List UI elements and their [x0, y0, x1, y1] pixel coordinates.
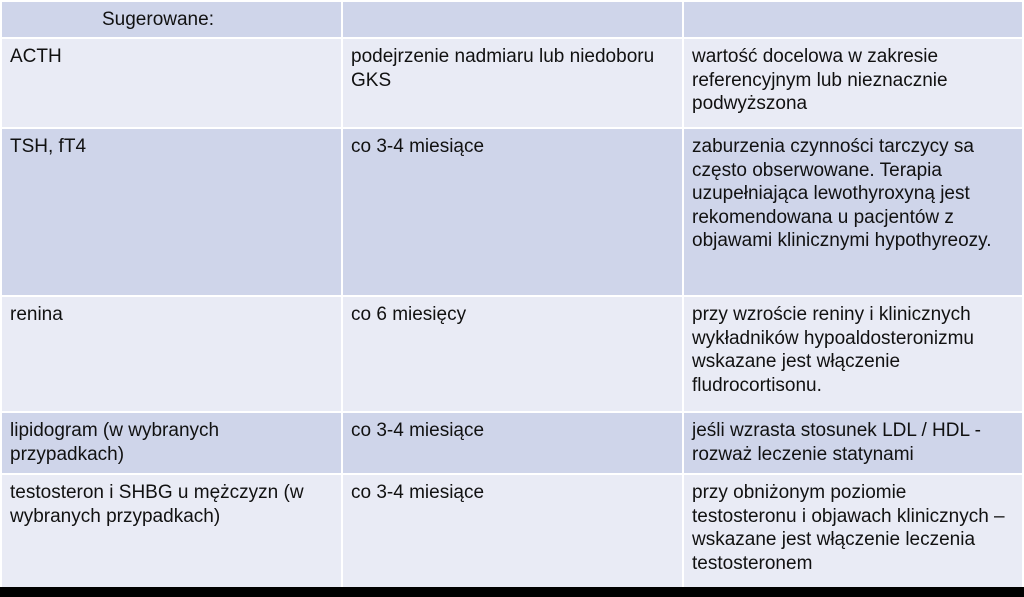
- comment-cell: zaburzenia czynności tarczycy sa często obserwowane. Terapia uzupełniająca lewothyroxyną jest rekomendowana u pacjentów z objawami klinicznymi hypothyreozy.: [683, 128, 1023, 296]
- comment-cell: wartość docelowa w zakresie referencyjnym lub nieznacznie podwyższona: [683, 38, 1023, 128]
- frequency-cell: co 3-4 miesiące: [342, 128, 683, 296]
- frequency-cell: co 6 miesięcy: [342, 296, 683, 412]
- test-name-cell: renina: [1, 296, 342, 412]
- test-name-cell: testosteron i SHBG u mężczyzn (w wybranych przypadkach): [1, 474, 342, 588]
- comment-cell: przy wzroście reniny i klinicznych wykładników hypoaldosteronizmu wskazane jest włączenie fludrocortisonu.: [683, 296, 1023, 412]
- table-row: [1, 474, 1023, 588]
- frequency-cell: co 3-4 miesiące: [342, 474, 683, 588]
- frequency-cell: podejrzenie nadmiaru lub niedoboru GKS: [342, 38, 683, 128]
- comment-cell: jeśli wzrasta stosunek LDL / HDL - rozważ leczenie statynami: [683, 412, 1023, 474]
- frequency-cell: co 3-4 miesiące: [342, 412, 683, 474]
- table-header-row: [1, 1, 1023, 38]
- test-name-cell: TSH, fT4: [1, 128, 342, 296]
- table-row: [1, 296, 1023, 412]
- table-row: [1, 128, 1023, 296]
- table-row: [1, 412, 1023, 474]
- test-name-cell: lipidogram (w wybranych przypadkach): [1, 412, 342, 474]
- test-name-cell: ACTH: [1, 38, 342, 128]
- header-cell-3: [683, 1, 1023, 38]
- comment-cell: przy obniżonym poziomie testosteronu i objawach klinicznych – wskazane jest włączenie leczenia testosteronem: [683, 474, 1023, 588]
- bottom-border-bar: [0, 587, 1024, 597]
- header-cell-2: [342, 1, 683, 38]
- header-cell-1: Sugerowane:: [1, 1, 342, 38]
- table-row: [1, 38, 1023, 128]
